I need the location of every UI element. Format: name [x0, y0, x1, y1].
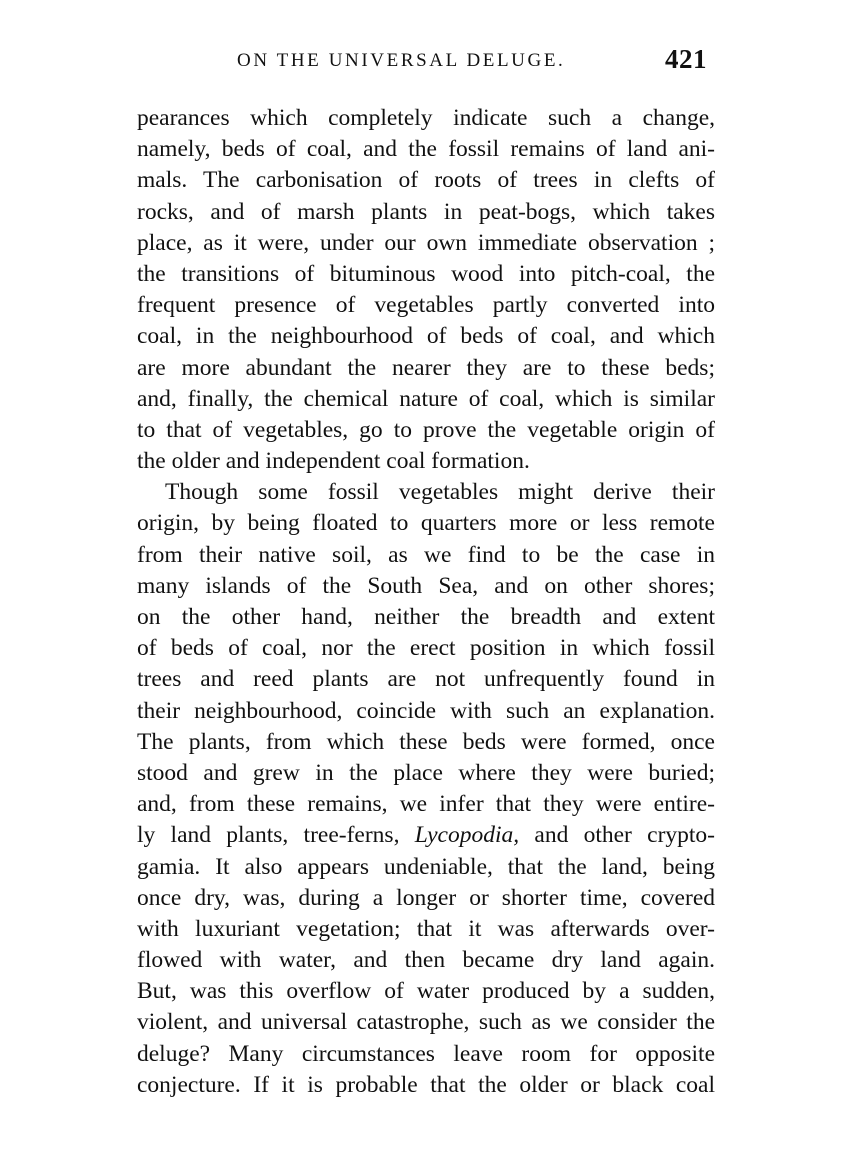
paragraph-2 [137, 477, 715, 1101]
text-line: the older and independent coal formation. [137, 448, 530, 475]
text-line: namely, beds of coal, and the fossil remains of land ani- [137, 136, 715, 163]
text-line: to that of vegetables, go to prove the vegetable origin of [137, 416, 715, 443]
text-line: place, as it were, under our own immediate observation ; [137, 229, 715, 256]
text-line: and, from these remains, we infer that they were entire- [137, 791, 715, 818]
text-line: Though some fossil vegetables might derive their [165, 479, 715, 506]
page-number: 421 [665, 44, 707, 74]
text-line: flowed with water, and then became dry land again. [137, 947, 715, 974]
text-line: their neighbourhood, coincide with such an explanation. [137, 697, 715, 724]
running-head [137, 44, 711, 78]
text-line: many islands of the South Sea, and on other shores; [137, 572, 715, 599]
text-line: origin, by being floated to quarters more or less remote [137, 510, 715, 537]
text-line: stood and grew in the place where they were buried; [137, 759, 715, 786]
text-line: rocks, and of marsh plants in peat-bogs, which takes [137, 198, 715, 225]
text-line: are more abundant the nearer they are to these beds; [137, 354, 715, 381]
text-line: The plants, from which these beds were formed, once [137, 728, 715, 755]
text-segment: and other crypto- [519, 822, 716, 849]
text-line: gamia. It also appears undeniable, that the land, being [137, 853, 715, 880]
text-line: trees and reed plants are not unfrequently found in [137, 666, 715, 693]
text-line: frequent presence of vegetables partly converted into [137, 292, 715, 319]
paragraph-1 [137, 103, 715, 477]
text-line: But, was this overflow of water produced by a sudden, [137, 978, 715, 1005]
text-line: on the other hand, neither the breadth and extent [137, 604, 715, 630]
text-line: with luxuriant vegetation; that it was afterwards over- [137, 915, 715, 942]
text-line: and, finally, the chemical nature of coal, which is similar [137, 385, 715, 412]
text-line: of beds of coal, nor the erect position in which fossil [137, 635, 715, 662]
running-title: ON THE UNIVERSAL DELUGE. [237, 50, 566, 71]
text-line: mals. The carbonisation of roots of trees in clefts of [137, 167, 715, 194]
text-line: violent, and universal catastrophe, such as we consider the [137, 1009, 715, 1036]
text-line: pearances which completely indicate such a change, [137, 105, 715, 131]
italic-term: Lycopodia, [414, 822, 520, 849]
text-line: from their native soil, as we find to be the case in [137, 541, 715, 568]
body-text [137, 103, 715, 1101]
text-line: coal, in the neighbourhood of beds of coal, and which [137, 323, 715, 350]
text-line: the transitions of bituminous wood into pitch-coal, the [137, 260, 715, 287]
text-line-with-italic [137, 820, 715, 851]
text-line: once dry, was, during a longer or shorter time, covered [137, 884, 715, 911]
text-segment: ly land plants, tree-ferns, [137, 822, 415, 849]
text-line: conjecture. If it is probable that the older or black coal [137, 1071, 715, 1098]
text-line: deluge? Many circumstances leave room for opposite [137, 1040, 715, 1067]
